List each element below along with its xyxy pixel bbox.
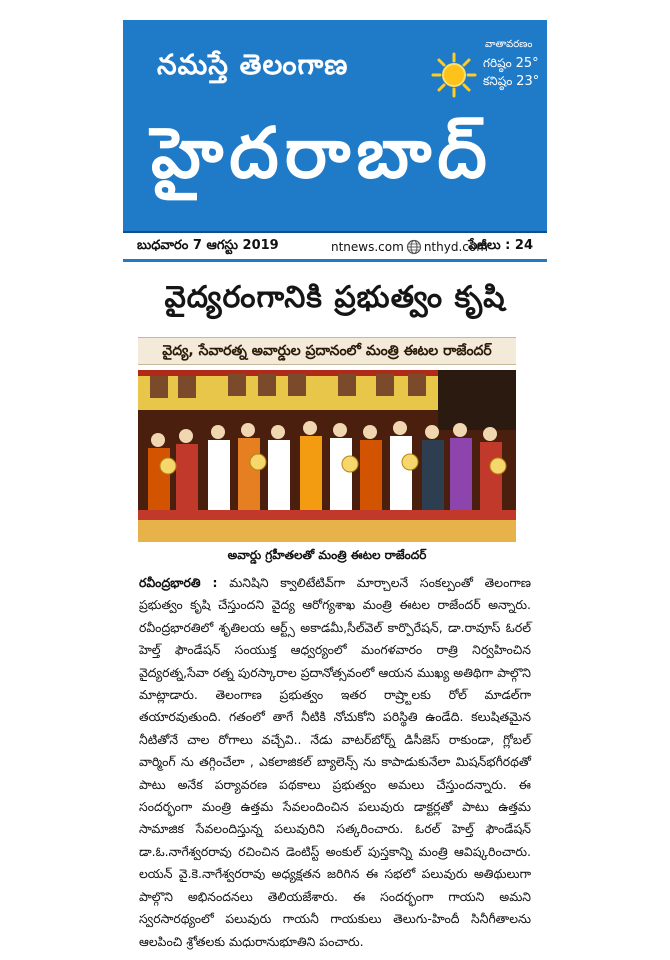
article-body-text: మనిషిని క్వాలిటేటివ్‌గా మార్చాలనే సంకల్పంతో తెలంగాణ ప్రభుత్వం కృషి చేస్తుందని వైద్య ఆరోగ్యశాఖ మంత్రి ఈటల రాజేందర్ అన్నారు. రవీంద్రభారతిలో శృతిలయ ఆర్ట్స్ అకాడమీ,సీల్‌వెల్ కార్పొరేషన్, డా.రావూస్ ఓరల్ హెల్త్ ఫౌండేషన్ సంయుక్త ఆధ్వర్యంలో మంగళవారం రాత్రి నిర్వహించిన వైద్యరత్న,సేవా రత్న పురస్కారాల ప్రదానోత్సవంలో ఆయన ముఖ్య అతిథిగా పాల్గొని మాట్లాడారు. తెలంగాణ ప్రభుత్వం ఇతర రాష్ర్టాలకు రోల్ మాడల్‌గా తయారవుతుంది. గతంలో తాగే నీటికి నోచుకోని పరిస్థితి ఉండేది. కలుషితమైన నీటితోనే చాల రోగాలు వచ్చేవి.. నేడు వాటర్‌బోర్న్ డిసీజెస్ రాకుండా, గ్లోబల్ వార్మింగ్ ను తగ్గించేలా , ఎకలాజికల్ బ్యాలెన్స్ ను కాపాడుకునేలా మిషన్‌భగీరథతో పాటు అనేక పర్యావరణ పథకాలు ప్రభుత్వం అమలు చేస్తుందన్నారు. ఈ సందర్భంగా మంత్రి ఉత్తమ సేవలందించిన పలువురు డాక్టర్లతో పాటు ఉత్తమ సామాజిక సేవలందిస్తున్న పలువురిని సత్కరించారు. ఓరల్ హెల్త్ ఫౌండేషన్ డా.ఓ.నాగేశ్వరరావు రచించిన డెంటిస్ట్ అంకుల్ పుస్తకాన్ని మంత్రి ఆవిష్కరించారు. లయన్ వై.కె.నాగేశ్వరరావు అధ్యక్షతన జరిగిన ఈ సభలో పలువురు అతిథులుగా పాల్గొని అభినందనలు తెలియజేశారు. ఈ సందర్భంగా గాయని అమని స్వరసారథ్యంలో పలువురు గాయనీ గాయకులు తెలుగు-హిందీ సినీగీతాలను ఆలపించి శ్రోతలకు మధురానుభూతిని పంచారు.: [139, 575, 531, 949]
sun-icon: [431, 52, 477, 98]
weather-max-value: 25°: [515, 56, 539, 71]
weather-max-label: గరిష్ఠం: [483, 56, 512, 70]
article-body: [139, 572, 531, 953]
photo-illustration: [138, 370, 516, 542]
globe-icon: [406, 239, 422, 255]
website-right: nthyd.com: [423, 240, 488, 254]
weather-box: [423, 32, 543, 112]
website-links: [331, 239, 488, 255]
weather-min-value: 23°: [516, 74, 540, 89]
article-dateline-place: రవీంద్రభారతి :: [139, 575, 218, 590]
award-ceremony-photo: [138, 370, 516, 542]
photo-caption: అవార్డు గ్రహీతలతో మంత్రి ఈటల రాజేందర్: [227, 548, 427, 562]
newspaper-name: నమస్తే తెలంగాణ: [157, 48, 349, 81]
article-subheadline: వైద్య, సేవారత్న అవార్డుల ప్రదానంలో మంత్రి ఈటల రాజేందర్: [162, 343, 492, 359]
weather-min-label: కనిష్ఠం: [483, 74, 513, 88]
dateline-bar: [123, 233, 547, 262]
website-left: ntnews.com: [331, 240, 404, 254]
edition-city-title: హైదరాబాద్: [151, 112, 493, 194]
article-headline: వైద్యరంగానికి ప్రభుత్వం కృషి: [164, 280, 506, 315]
issue-date: బుధవారం 7 ఆగస్టు 2019: [137, 238, 279, 253]
page-count: పేజీలు : 24: [468, 238, 533, 253]
weather-title: వాతావరణం: [485, 39, 533, 50]
weather-max: [483, 56, 539, 73]
newspaper-masthead: [123, 20, 547, 234]
subheadline-box: [138, 337, 516, 365]
weather-min: [483, 74, 539, 91]
